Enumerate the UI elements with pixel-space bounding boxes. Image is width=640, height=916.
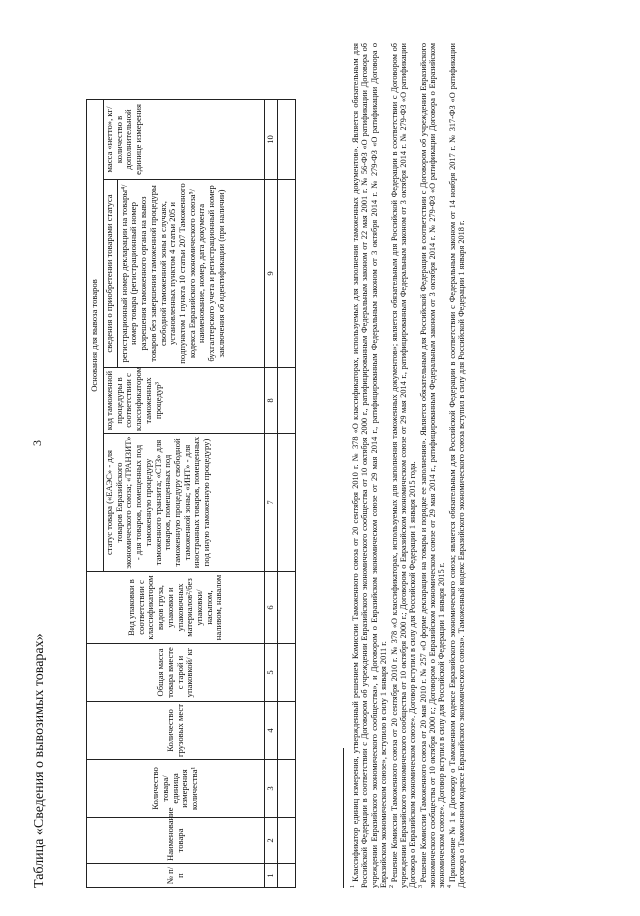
table-title: Таблица «Сведения о вывозимых товарах»: [32, 633, 47, 888]
header-status-acquisition-body: регистрационный номер декларации на товары⁴/номер товара (регистрационный номер разрешения таможенного органа на вывоз товаров без завершения таможенной процедуры свободной таможенной зоны в случаях, установленных пунктом 4 статьи 205 и подпунктом 1 пункта 10 статьи 207 Таможенного кодекса Евразийского экономического союза⁵/наименование, номер, дата документа бухгалтерского учета и регистрационный номер заключения об идентификации (при наличии): [118, 183, 226, 364]
col-number: 2: [265, 818, 278, 864]
header-packaging-type: Вид упаковки в соответствии с классификатором видов груза, упаковки и упаковочных материалов²/без упаковки/ насыпом, наливом, навалом: [87, 572, 265, 644]
table-cell[interactable]: [278, 702, 296, 760]
table-cell[interactable]: [278, 760, 296, 818]
footnote: $^1$ Классификатор единиц измерения, утвержденный решением Комиссии Таможенного союза от 20 сентября 2010 г. № 378 «О классификаторах, используемых для заполнения таможенных документов». Является обязательным для Российской Федерации в соответствии с Договором об учреждении Евразийского экономического сообщества от 10 октября 2000 г., ратифицированным Федеральным законом от 22 мая 2001 г. № 56-ФЗ «О ратификации Договора об учреждении Евразийского экономического сообщества», и Договором о Евразийском экономическом союзе от 29 мая 2014 г., ратифицированным Федеральным законом от 3 октября 2014 г. № 279-ФЗ «О ратификации Договора о Евразийском экономическом союзе», вступило в силу 1 января 2011 г.: [350, 43, 389, 888]
col-number: 4: [265, 702, 278, 760]
col-number: 10: [265, 99, 278, 179]
header-gross-weight: Общая масса товара вместе с тарой и упаковкой/ кг: [87, 644, 265, 702]
table-cell[interactable]: [278, 368, 296, 434]
empty-data-row: [278, 99, 296, 887]
header-customs-procedure: код таможенной процедуры в соответствии с классификатором таможенных процедур³: [104, 368, 265, 434]
column-number-row: [265, 99, 278, 887]
footnote: $^2$ Решение Комиссии Таможенного союза от 20 сентября 2010 г. № 378 «О классификаторах, используемых для заполнения таможенных документов»; является обязательным для Российской Федерации в соответствии с Договором об учреждении Евразийского экономического сообщества от 10 октября 2000 г.; Договором о Евразийском экономическом союзе от 29 мая 2014 г., ратифицированным Федеральным законом от 3 октября 2014 г. № 279-ФЗ «О ратификации Договора о Евразийском экономическом союзе». Договор вступил в силу для Российской Федерации 1 января 2015 года.: [388, 42, 418, 888]
header-packages-count: Количество грузовых мест: [87, 702, 265, 760]
table-cell[interactable]: [278, 434, 296, 572]
rotated-content: [30, 28, 610, 888]
table-cell[interactable]: [278, 644, 296, 702]
col-number: 1: [265, 864, 278, 888]
table-cell[interactable]: [278, 818, 296, 864]
table-cell[interactable]: [278, 864, 296, 888]
header-net-weight: масса «нетто», кг/количество в дополнительной единице измерения: [104, 99, 265, 179]
col-number: 6: [265, 572, 278, 644]
goods-table: [86, 99, 296, 888]
footnote-separator: [343, 748, 344, 888]
footnote: $^3$ Решение Комиссии Таможенного союза от 20 мая 2010 г. № 257 «О форме декларации на товары и порядке ее заполнения». Является обязательным для Российской Федерации в соответствии с Договором об учреждении Евразийского экономического сообщества от 10 октября 2000 г.; Договором о Евразийском экономическом союзе от 29 мая 2014 г., ратифицированным Федеральным законом от 3 октября 2014 г. № 279-ФЗ «О ратификации Договора о Евразийском экономическом союзе». Договор вступил в силу для Российской Федерации 1 января 2015 г.: [417, 43, 447, 888]
col-number: 9: [265, 180, 278, 368]
col-number: 7: [265, 434, 278, 572]
col-number: 8: [265, 368, 278, 434]
table-cell[interactable]: [278, 572, 296, 644]
footnotes: [350, 43, 467, 888]
footnote: $^4$ Приложение № 1 к Договору о Таможенном кодексе Евразийского экономического союза; является обязательным для Российской Федерации в соответствии с Федеральным законом от 14 ноября 2017 г. № 317-ФЗ «О ратификации Договора о Таможенном кодексе Евразийского экономического союза». Таможенный кодекс Евразийского экономического союза вступил в силу для Российской Федерации 1 января 2018 г.: [446, 43, 467, 888]
table-cell[interactable]: [278, 99, 296, 179]
page-number: 3: [30, 440, 44, 446]
col-number: 5: [265, 644, 278, 702]
header-export-basis: Основания для вывоза товаров: [87, 99, 104, 571]
table-cell[interactable]: [278, 180, 296, 368]
header-quantity: Количество товара/ единица измерения количества¹: [87, 760, 265, 818]
header-goods-name: Наименование товара: [87, 818, 265, 864]
header-goods-status: статус товара («ЕАЭС» - для товаров Евразийского экономического союза; «ТРАНЗИТ» - для товаров, помещенных под таможенную процедуру таможенного транзита; «СТЗ» для товаров, помещенных под таможенную процедуру свободной таможенной зоны; «ИНТ» - для иностранных товаров, помещенных под иную таможенную процедуру): [104, 434, 265, 572]
header-index: № п/п: [87, 864, 265, 888]
header-status-acquisition-title: сведения о приобретении товарами статуса: [105, 180, 118, 367]
header-status-acquisition: [104, 180, 265, 368]
col-number: 3: [265, 760, 278, 818]
